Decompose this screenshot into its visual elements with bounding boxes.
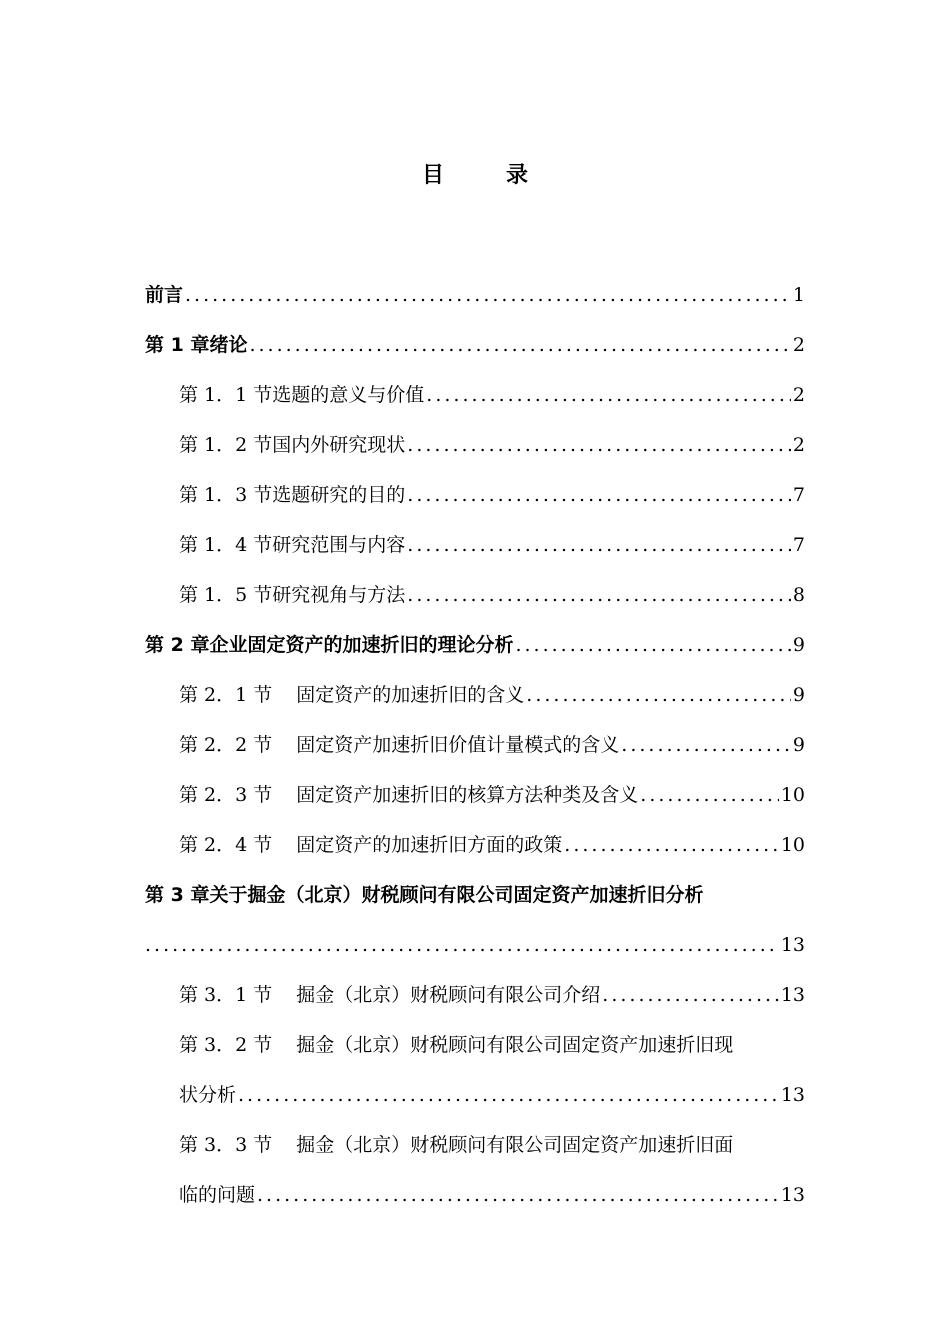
dot-leader [640, 770, 779, 820]
section-title: 掘金（北京）财税顾问有限公司固定资产加速折旧现 [296, 1034, 734, 1056]
toc-page-number: 1 [792, 284, 805, 306]
toc-page-number: 13 [780, 1184, 805, 1206]
dot-leader [564, 820, 779, 870]
section-title-continuation: 状分析 [179, 1084, 237, 1106]
toc-page-number: 2 [792, 384, 805, 406]
toc-page-number: 8 [792, 584, 805, 606]
toc-entry-chapter-3-continuation[interactable] [145, 920, 805, 970]
dot-leader [621, 720, 791, 770]
section-number: 第 3．2 节 [179, 1034, 273, 1056]
section-number: 第 2．1 节 [179, 684, 273, 706]
toc-entry-label: 第 2 章企业固定资产的加速折旧的理论分析 [145, 634, 514, 656]
toc-entry-section-3-3[interactable] [145, 1120, 805, 1170]
section-title: 国内外研究现状 [272, 434, 406, 456]
toc-page-number: 9 [792, 634, 805, 656]
toc-page-number: 2 [792, 334, 805, 356]
dot-leader [407, 570, 791, 620]
toc-entry-section-1-1[interactable] [145, 370, 805, 420]
dot-leader [407, 520, 791, 570]
section-number: 第 2．3 节 [179, 784, 273, 806]
section-title: 研究视角与方法 [272, 584, 406, 606]
dot-leader [602, 970, 779, 1020]
toc-entry-section-2-4[interactable] [145, 820, 805, 870]
toc-entry-section-1-2[interactable] [145, 420, 805, 470]
section-title-continuation: 临的问题 [179, 1184, 256, 1206]
section-title: 掘金（北京）财税顾问有限公司介绍 [296, 984, 601, 1006]
section-title: 固定资产加速折旧的核算方法种类及含义 [296, 784, 639, 806]
dot-leader [238, 1070, 779, 1120]
section-number: 第 1．2 节 [179, 434, 273, 456]
section-title: 选题的意义与价值 [272, 384, 425, 406]
section-number: 第 1．3 节 [179, 484, 273, 506]
toc-page-number: 13 [780, 984, 805, 1006]
dot-leader [249, 320, 790, 370]
toc-entry-section-3-2-continuation[interactable] [145, 1070, 805, 1120]
toc-entry-section-2-3[interactable] [145, 770, 805, 820]
toc-page-number: 7 [792, 534, 805, 556]
section-number: 第 2．2 节 [179, 734, 273, 756]
section-number: 第 2．4 节 [179, 834, 273, 856]
toc-entry-section-3-3-continuation[interactable] [145, 1170, 805, 1220]
section-title: 选题研究的目的 [272, 484, 406, 506]
section-number: 第 1．5 节 [179, 584, 273, 606]
section-title: 研究范围与内容 [272, 534, 406, 556]
dot-leader [515, 620, 790, 670]
section-number: 第 3．3 节 [179, 1134, 273, 1156]
toc-entry-section-3-1[interactable] [145, 970, 805, 1020]
dot-leader [145, 920, 779, 970]
dot-leader [426, 370, 791, 420]
dot-leader [407, 470, 791, 520]
toc-page-number: 2 [792, 434, 805, 456]
toc-page-number: 9 [792, 684, 805, 706]
toc-page-number: 13 [780, 1084, 805, 1106]
toc-page-number: 7 [792, 484, 805, 506]
toc-entry-section-2-1[interactable] [145, 670, 805, 720]
dot-leader [526, 670, 791, 720]
section-title: 掘金（北京）财税顾问有限公司固定资产加速折旧面 [296, 1134, 734, 1156]
section-number: 第 1．1 节 [179, 384, 273, 406]
toc-page-number: 13 [780, 934, 805, 956]
toc-entry-label: 第 1 章绪论 [145, 334, 248, 356]
toc-entry-preface[interactable] [145, 270, 805, 320]
toc-entry-section-1-5[interactable] [145, 570, 805, 620]
table-of-contents [145, 270, 805, 1220]
dot-leader [407, 420, 791, 470]
toc-page-number: 10 [780, 784, 805, 806]
toc-entry-label: 第 3 章关于掘金（北京）财税顾问有限公司固定资产加速折旧分析 [145, 884, 704, 906]
toc-page-number: 10 [780, 834, 805, 856]
dot-leader [185, 270, 791, 320]
toc-title: 目 录 [421, 163, 548, 188]
section-number: 第 3．1 节 [179, 984, 273, 1006]
toc-entry-chapter-2[interactable] [145, 620, 805, 670]
section-title: 固定资产的加速折旧方面的政策 [296, 834, 563, 856]
toc-entry-section-3-2[interactable] [145, 1020, 805, 1070]
toc-entry-label: 前言 [145, 284, 184, 306]
toc-entry-section-2-2[interactable] [145, 720, 805, 770]
toc-page-number: 9 [792, 734, 805, 756]
section-title: 固定资产加速折旧价值计量模式的含义 [296, 734, 620, 756]
toc-entry-section-1-4[interactable] [145, 520, 805, 570]
toc-entry-chapter-3[interactable] [145, 870, 805, 920]
toc-entry-section-1-3[interactable] [145, 470, 805, 520]
section-title: 固定资产的加速折旧的含义 [296, 684, 525, 706]
toc-entry-chapter-1[interactable] [145, 320, 805, 370]
section-number: 第 1．4 节 [179, 534, 273, 556]
dot-leader [257, 1170, 779, 1220]
